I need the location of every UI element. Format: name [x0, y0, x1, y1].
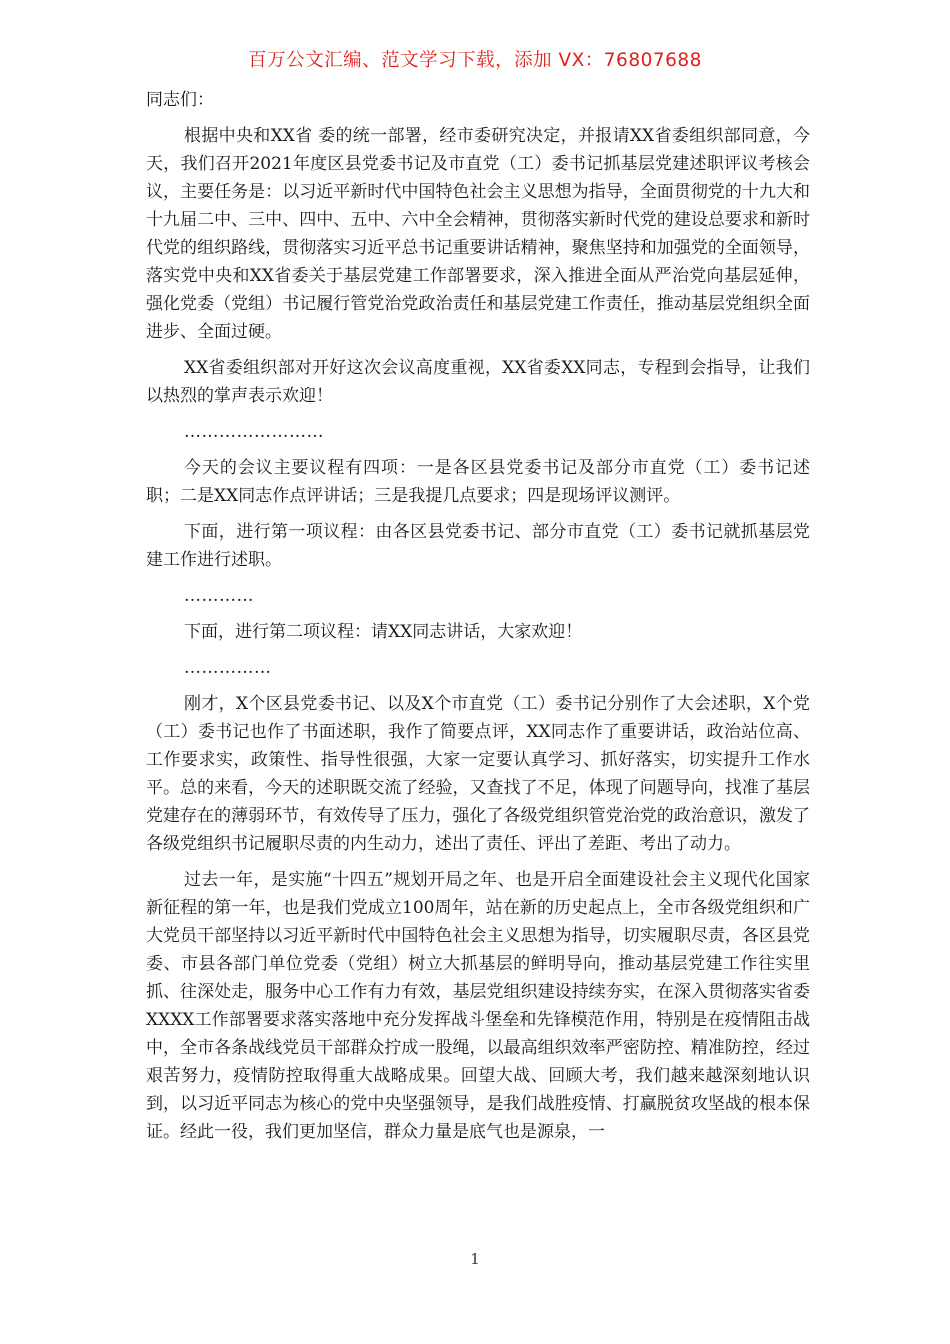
- salutation: 同志们：: [146, 90, 214, 110]
- document-body: [146, 86, 810, 1154]
- page-number: 1: [470, 1250, 480, 1268]
- ellipsis-separator: ……………………: [184, 422, 324, 442]
- paragraph-opening: 根据中央和XX省 委的统一部署，经市委研究决定，并报请XX省委组织部同意，今天，我们召开2021年度区县党委书记及市直党（工）委书记抓基层党建述职评议考核会议，主要任务是：以习近平新时代中国特色社会主义思想为指导，全面贯彻党的十九大和十九届二中、三中、四中、五中、六中全会精神，贯彻落实新时代党的建设总要求和新时代党的组织路线，贯彻落实习近平总书记重要讲话精神，聚焦坚持和加强党的全面领导，落实党中央和XX省委关于基层党建工作部署要求，深入推进全面从严治党向基层延伸，强化党委（党组）书记履行管党治党政治责任和基层党建工作责任，推动基层党组织全面进步、全面过硬。: [146, 126, 810, 342]
- ellipsis-separator: ……………: [184, 658, 272, 678]
- paragraph-first-item: 下面，进行第一项议程：由各区县党委书记、部分市直党（工）委书记就抓基层党建工作进行述职。: [146, 522, 810, 570]
- paragraph-summary: 刚才，X个区县党委书记、以及X个市直党（工）委书记分别作了大会述职，X个党（工）委书记也作了书面述职，我作了简要点评，XX同志作了重要讲话，政治站位高、工作要求实，政策性、指导性很强，大家一定要认真学习、抓好落实，切实提升工作水平。总的来看，今天的述职既交流了经验，又查找了不足，体现了问题导向，找准了基层党建存在的薄弱环节，有效传导了压力，强化了各级党组织管党治党的政治意识，激发了各级党组织书记履职尽责的内生动力，述出了责任、评出了差距、考出了动力。: [146, 694, 810, 854]
- paragraph-second-item: 下面，进行第二项议程：请XX同志讲话，大家欢迎！: [184, 622, 583, 642]
- header-banner: 百万公文汇编、范文学习下载，添加 VX：76807688: [248, 50, 702, 71]
- ellipsis-separator: …………: [184, 586, 254, 606]
- paragraph-review: 过去一年，是实施“十四五”规划开局之年、也是开启全面建设社会主义现代化国家新征程的第一年，也是我们党成立100周年，站在新的历史起点上，全市各级党组织和广大党员干部坚持以习近平新时代中国特色社会主义思想为指导，切实履职尽责，各区县党委、市县各部门单位党委（党组）树立大抓基层的鲜明导向，推动基层党建工作往实里抓、往深处走，服务中心工作有力有效，基层党组织建设持续夯实，在深入贯彻落实省委XXXX工作部署要求落实落地中充分发挥战斗堡垒和先锋模范作用，特别是在疫情阻击战中，全市各条战线党员干部群众拧成一股绳，以最高组织效率严密防控、精准防控，经过艰苦努力，疫情防控取得重大战略成果。回望大战、回顾大考，我们越来越深刻地认识到，以习近平同志为核心的党中央坚强领导，是我们战胜疫情、打赢脱贫攻坚战的根本保证。经此一役，我们更加坚信，群众力量是底气也是源泉，一: [146, 870, 810, 1142]
- paragraph-agenda: 今天的会议主要议程有四项：一是各区县党委书记及部分市直党（工）委书记述职；二是XX同志作点评讲话；三是我提几点要求；四是现场评议测评。: [146, 458, 810, 506]
- paragraph-welcome: XX省委组织部对开好这次会议高度重视，XX省委XX同志，专程到会指导，让我们以热烈的掌声表示欢迎！: [146, 358, 810, 406]
